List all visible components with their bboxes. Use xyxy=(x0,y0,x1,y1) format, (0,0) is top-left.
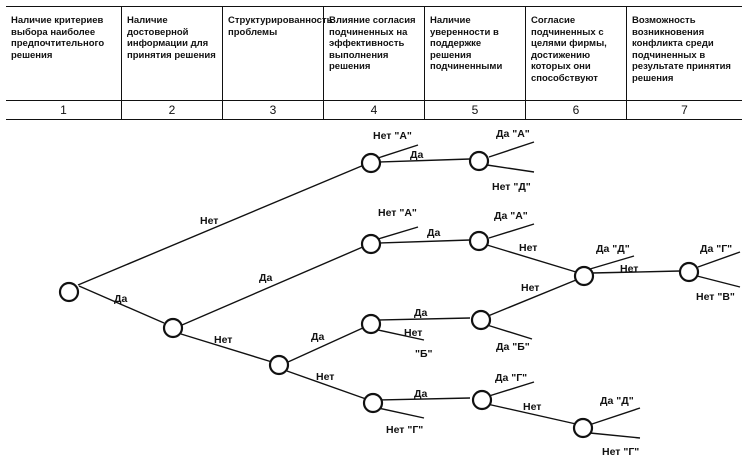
branch-label: Нет "В" xyxy=(696,291,735,303)
branch-label: Нет xyxy=(620,263,639,275)
tree-node xyxy=(364,394,382,412)
criteria-number-4: 4 xyxy=(324,100,424,119)
branch-label: Нет xyxy=(523,401,542,413)
branch-label: Да xyxy=(414,388,428,400)
tree-edge xyxy=(380,159,470,162)
tree-edge xyxy=(697,276,740,287)
tree-node xyxy=(362,315,380,333)
criteria-number-6: 6 xyxy=(526,100,626,119)
criteria-text-1: Наличие критериев выбора наиболее предпочтительного решения xyxy=(11,15,105,61)
criteria-number-2: 2 xyxy=(122,100,222,119)
branch-label: Да "Д" xyxy=(596,243,630,255)
branch-label: Нет xyxy=(404,327,423,339)
criteria-number-7: 7 xyxy=(627,100,742,119)
tree-node xyxy=(164,319,182,337)
tree-node xyxy=(362,235,380,253)
branch-label: Да "Г" xyxy=(700,243,733,255)
tree-edge xyxy=(78,165,364,285)
tree-edge xyxy=(182,246,365,325)
branch-label: Да "Б" xyxy=(496,341,530,353)
branch-label: Да "Г" xyxy=(495,372,528,384)
branch-label: Да "Д" xyxy=(600,395,634,407)
branch-label: Нет "Г" xyxy=(386,424,424,436)
tree-node xyxy=(680,263,698,281)
branch-label: Нет "А" xyxy=(373,130,412,142)
branch-label: Да xyxy=(410,149,424,161)
branch-label: Нет xyxy=(214,334,233,346)
tree-node xyxy=(470,232,488,250)
branch-label: Да xyxy=(259,272,273,284)
tree-edge xyxy=(378,227,418,239)
branch-label: Нет "Д" xyxy=(492,181,531,193)
tree-edge xyxy=(378,408,424,418)
tree-edge xyxy=(489,142,534,157)
tree-edge xyxy=(489,382,534,396)
tree-edge xyxy=(489,224,534,238)
tree-node xyxy=(270,356,288,374)
criteria-text-5: Наличие уверенности в поддержке решения подчиненными xyxy=(430,15,503,72)
criteria-text-2: Наличие достоверной информации для принятия решения xyxy=(127,15,216,61)
criteria-number-1: 1 xyxy=(6,100,121,119)
criteria-text-7: Возможность возникновения конфликта среди подчиненных в результате принятия решения xyxy=(632,15,731,84)
criteria-number-5: 5 xyxy=(425,100,525,119)
branch-label: Нет xyxy=(519,242,538,254)
tree-edge xyxy=(487,165,534,172)
branch-label: Да xyxy=(114,293,128,305)
branch-label: Да "А" xyxy=(494,210,528,222)
tree-node xyxy=(575,267,593,285)
tree-node xyxy=(472,311,490,329)
branch-label: Да xyxy=(427,227,441,239)
criteria-text-3: Структурированность проблемы xyxy=(228,15,333,38)
branch-label: Да xyxy=(311,331,325,343)
tree-edge xyxy=(380,240,470,243)
tree-node xyxy=(362,154,380,172)
branch-label: Нет "Г" xyxy=(602,446,640,458)
branch-label: Нет "А" xyxy=(378,207,417,219)
branch-label: Да "А" xyxy=(496,128,530,140)
branch-label: Нет xyxy=(521,282,540,294)
tree-edge xyxy=(288,327,365,362)
tree-node xyxy=(574,419,592,437)
branch-label: Нет xyxy=(316,371,335,383)
branch-label: Да xyxy=(414,307,428,319)
branch-label: Нет xyxy=(200,215,219,227)
branch-label: "Б" xyxy=(415,348,433,360)
criteria-text-6: Согласие подчиненных с целями фирмы, достижению которых они способствуют xyxy=(531,15,607,84)
tree-node xyxy=(470,152,488,170)
tree-labels xyxy=(114,128,735,458)
tree-node xyxy=(60,283,78,301)
tree-node xyxy=(473,391,491,409)
tree-edge xyxy=(590,433,640,438)
criteria-number-3: 3 xyxy=(223,100,323,119)
tree-edge xyxy=(487,325,532,339)
criteria-text-4: Влияние согласия подчиненных на эффективность выполнения решения xyxy=(329,15,416,72)
tree-edge xyxy=(592,408,640,424)
tree-edges xyxy=(78,142,740,438)
